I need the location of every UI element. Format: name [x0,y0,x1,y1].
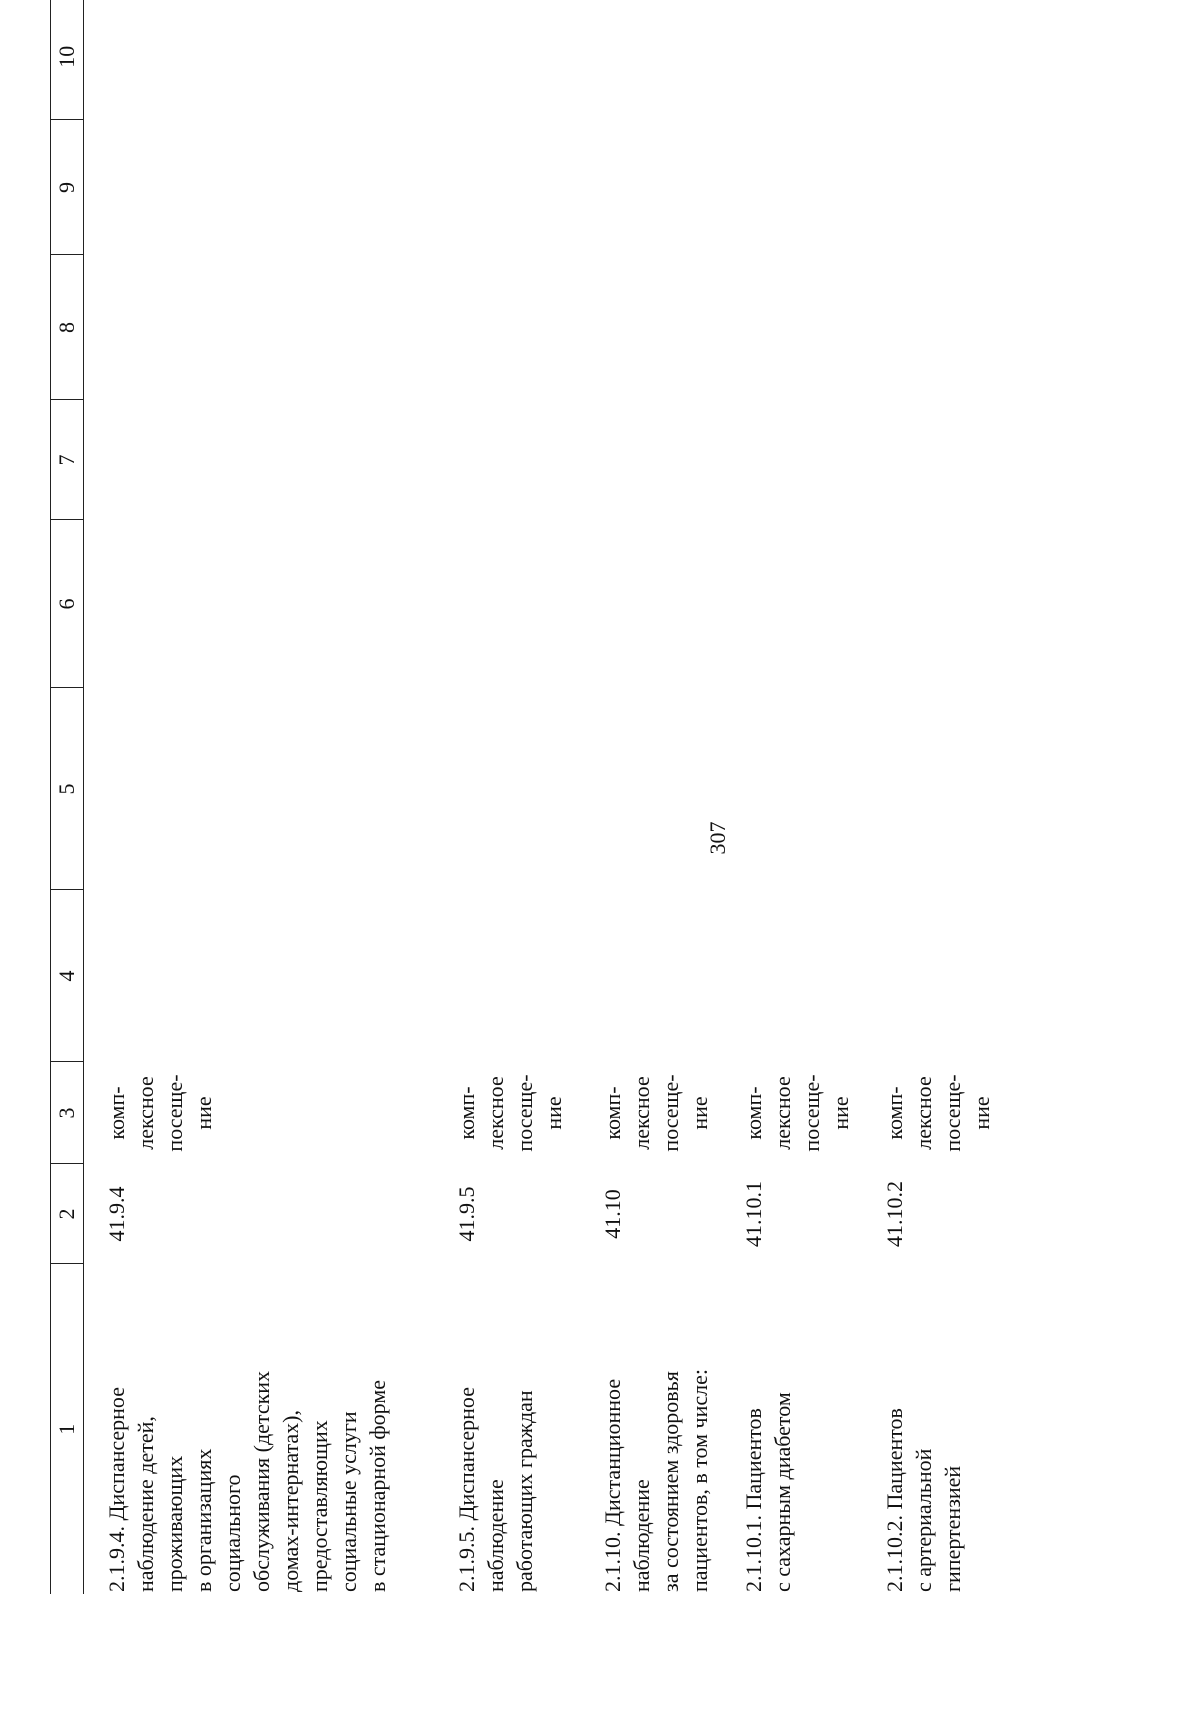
header-col-2: 2 [51,1164,84,1264]
table-row [582,0,723,1594]
header-row [51,0,84,1594]
row-unit: комп- лексное посеще- ние [104,1074,216,1152]
row-name: 2.1.10.1. Пациентов с сахарным диабетом [741,1392,795,1592]
rotated-table-area [50,0,1060,1594]
row-name: 2.1.9.4. Диспансерное наблюдение детей, проживающих в организациях социального обслуживания (детских домах-интернатах), предоставляющих социальные услуги в стационарной форме [104,1370,390,1592]
page-number: 307 [705,821,730,855]
table-row [723,0,864,1594]
table-row [434,0,582,1594]
row-unit: комп- лексное посеще- ние [882,1074,994,1152]
row-code: 41.10.2 [882,1181,907,1247]
header-col-1: 1 [51,1264,84,1594]
row-unit: комп- лексное посеще- ние [454,1074,566,1152]
header-col-4: 4 [51,890,84,1062]
row-name: 2.1.10.2. Пациентов с артериальной гипертензией [882,1408,965,1592]
data-table [50,0,1020,1594]
header-col-6: 6 [51,520,84,688]
row-code: 41.10 [600,1189,625,1239]
header-col-8: 8 [51,255,84,400]
row-name: 2.1.10. Дистанционное наблюдение за состоянием здоровья пациентов, в том числе: [600,1368,712,1592]
row-code: 41.9.5 [454,1186,479,1242]
row-name: 2.1.9.5. Диспансерное наблюдение работающих граждан [454,1387,537,1592]
row-code: 41.10.1 [741,1181,766,1247]
header-col-7: 7 [51,400,84,520]
row-unit: комп- лексное посеще- ние [600,1074,712,1152]
header-col-5: 5 [51,688,84,890]
header-col-3: 3 [51,1062,84,1164]
table-row [864,0,1020,1594]
table-row [84,0,435,1594]
row-code: 41.9.4 [104,1186,129,1242]
header-col-10: 10 [51,0,84,120]
row-unit: комп- лексное посеще- ние [741,1074,853,1152]
header-col-9: 9 [51,120,84,255]
